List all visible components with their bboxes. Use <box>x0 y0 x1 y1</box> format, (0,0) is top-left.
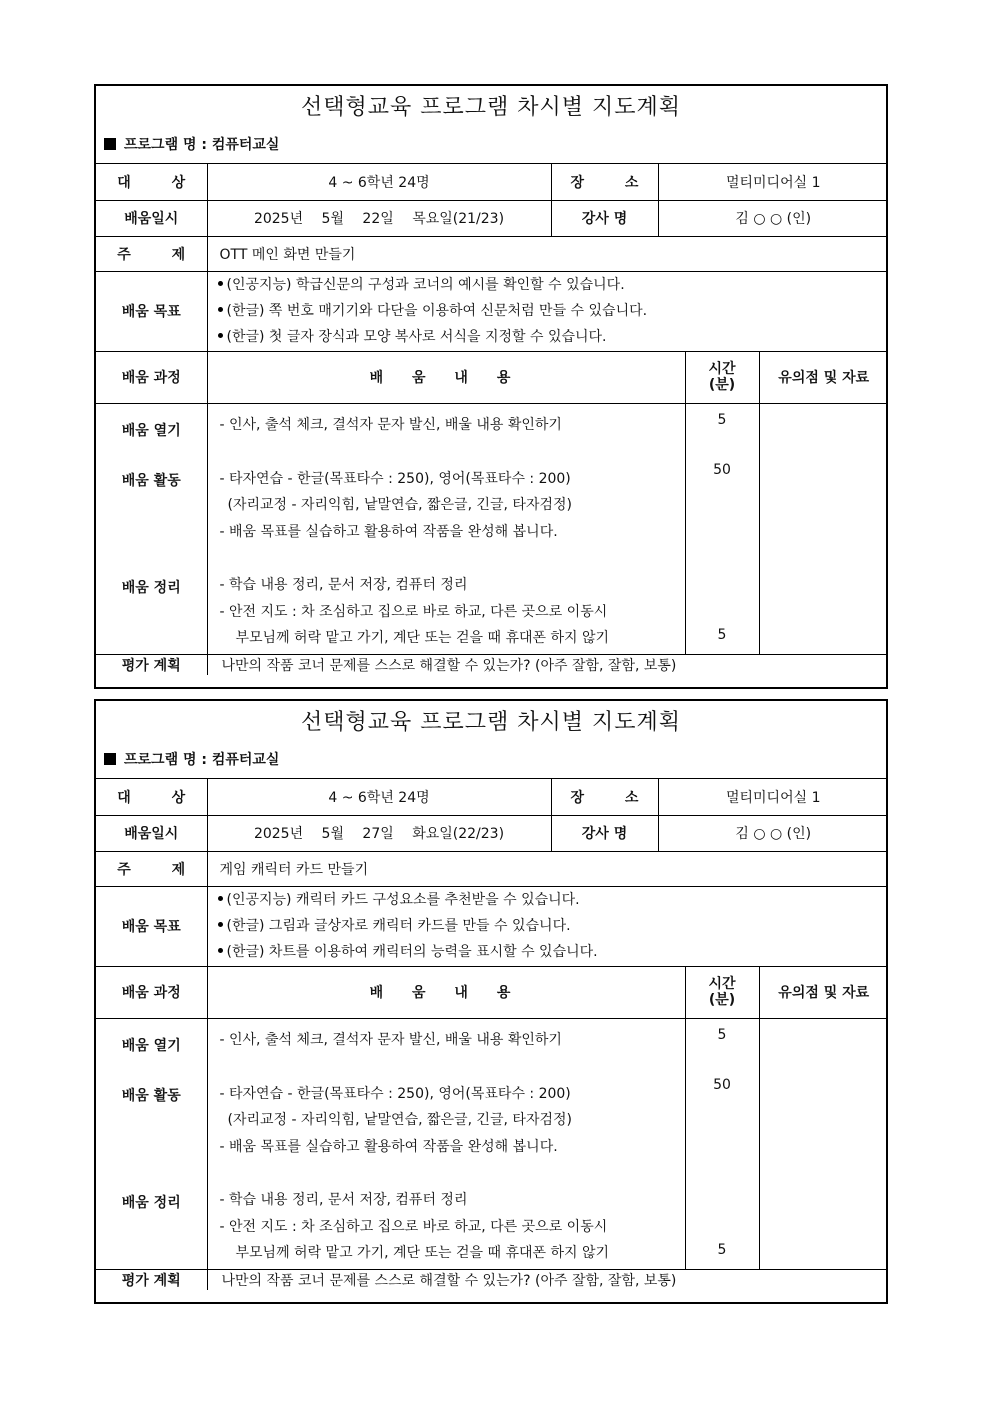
place-label <box>551 164 658 200</box>
eval-label: 평가 계획 <box>96 1269 207 1290</box>
time-open: 5 <box>717 1026 727 1043</box>
bullet-icon <box>218 281 223 286</box>
goal-item: (한글) 쪽 번호 매기기와 다단을 이용하여 신문처럼 만들 수 있습니다. <box>208 298 889 324</box>
content-activity-1: - 타자연습 - 한글(목표타수 : 250), 영어(목표타수 : 200) <box>219 1085 571 1102</box>
teacher-value: 김 ○ ○ (인) <box>658 200 888 236</box>
time-close: 5 <box>717 626 727 643</box>
goals-list <box>207 886 888 966</box>
eval-value: 나만의 작품 코너 문제를 스스로 해결할 수 있는가? (아주 잘함, 잘함, 보통) <box>207 1269 888 1290</box>
content-close-2: - 안전 지도 : 차 조심하고 집으로 바로 하교, 다른 곳으로 이동시 <box>219 1218 608 1235</box>
time-activity: 50 <box>713 1076 731 1093</box>
notes-column <box>759 1018 888 1269</box>
content-activity-3: - 배움 목표를 실습하고 활용하여 작품을 완성해 봅니다. <box>219 1138 558 1155</box>
content-activity-1: - 타자연습 - 한글(목표타수 : 250), 영어(목표타수 : 200) <box>219 470 571 487</box>
eval-value: 나만의 작품 코너 문제를 스스로 해결할 수 있는가? (아주 잘함, 잘함, 보통) <box>207 654 888 675</box>
teacher-value: 김 ○ ○ (인) <box>658 815 888 851</box>
process-header: 배움 과정 <box>96 966 207 1018</box>
time-close: 5 <box>717 1241 727 1258</box>
target-value: 4 ~ 6학년 24명 <box>207 779 551 815</box>
goal-item: (인공지능) 학급신문의 구성과 코너의 예시를 확인할 수 있습니다. <box>208 272 889 298</box>
program-name <box>96 130 886 164</box>
notes-header: 유의점 및 자료 <box>759 351 888 403</box>
goal-item: (한글) 그림과 글상자로 캐릭터 카드를 만들 수 있습니다. <box>208 913 889 939</box>
process-header: 배움 과정 <box>96 351 207 403</box>
phase-activity: 배움 활동 <box>121 1087 181 1104</box>
phase-close: 배움 정리 <box>121 579 181 596</box>
plan-title: 선택형교육 프로그램 차시별 지도계획 <box>300 95 681 120</box>
time-header: 시간 (분) <box>685 966 759 1018</box>
content-header: 배 움 내 용 <box>207 966 685 1018</box>
date-label: 배움일시 <box>96 815 207 851</box>
info-table <box>96 779 888 1290</box>
bullet-icon <box>218 333 223 338</box>
content-column <box>207 403 685 654</box>
lesson-plan-2 <box>94 699 888 1304</box>
square-bullet-icon <box>104 138 116 150</box>
teacher-label: 강사 명 <box>551 815 658 851</box>
phase-column <box>96 403 207 654</box>
program-name <box>96 745 886 779</box>
date-value: 2025년 5월 22일 목요일(21/23) <box>207 200 551 236</box>
goals-list <box>207 271 888 351</box>
lesson-plan-1 <box>94 84 888 689</box>
eval-label: 평가 계획 <box>96 654 207 675</box>
time-open: 5 <box>717 411 727 428</box>
place-label <box>551 779 658 815</box>
content-close-1: - 학습 내용 정리, 문서 저장, 컴퓨터 정리 <box>219 576 468 593</box>
teacher-label: 강사 명 <box>551 200 658 236</box>
goal-item: (한글) 차트를 이용하여 캐릭터의 능력을 표시할 수 있습니다. <box>208 939 889 965</box>
phase-open: 배움 열기 <box>121 1037 181 1054</box>
time-column <box>685 403 759 654</box>
program-name-text: 프로그램 명 : 컴퓨터교실 <box>124 752 280 768</box>
place-value: 멀티미디어실 1 <box>658 164 888 200</box>
bullet-icon <box>218 922 223 927</box>
time-activity: 50 <box>713 461 731 478</box>
goal-item: (한글) 첫 글자 장식과 모양 복사로 서식을 지정할 수 있습니다. <box>208 324 889 350</box>
time-header: 시간 (분) <box>685 351 759 403</box>
goals-label: 배움 목표 <box>96 886 207 966</box>
topic-value: 게임 캐릭터 카드 만들기 <box>207 851 888 886</box>
place-label-text: 장 소 <box>570 789 657 806</box>
content-close-2: - 안전 지도 : 차 조심하고 집으로 바로 하교, 다른 곳으로 이동시 <box>219 603 608 620</box>
phase-close: 배움 정리 <box>121 1194 181 1211</box>
info-table <box>96 164 888 675</box>
content-activity-2: (자리교정 - 자리익힘, 낱말연습, 짧은글, 긴글, 타자검정) <box>227 1111 572 1128</box>
date-value: 2025년 5월 27일 화요일(22/23) <box>207 815 551 851</box>
topic-label: 주 제 <box>96 236 207 271</box>
content-header: 배 움 내 용 <box>207 351 685 403</box>
content-activity-2: (자리교정 - 자리익힘, 낱말연습, 짧은글, 긴글, 타자검정) <box>227 496 572 513</box>
target-label: 대 상 <box>96 164 207 200</box>
content-close-3: 부모님께 허락 맡고 가기, 계단 또는 걷을 때 휴대폰 하지 않기 <box>235 1244 610 1261</box>
goals-label: 배움 목표 <box>96 271 207 351</box>
target-label: 대 상 <box>96 779 207 815</box>
phase-open: 배움 열기 <box>121 422 181 439</box>
goal-item: (인공지능) 캐릭터 카드 구성요소를 추천받을 수 있습니다. <box>208 887 889 913</box>
content-activity-3: - 배움 목표를 실습하고 활용하여 작품을 완성해 봅니다. <box>219 523 558 540</box>
square-bullet-icon <box>104 753 116 765</box>
bullet-icon <box>218 896 223 901</box>
content-close-3: 부모님께 허락 맡고 가기, 계단 또는 걷을 때 휴대폰 하지 않기 <box>235 629 610 646</box>
topic-label: 주 제 <box>96 851 207 886</box>
content-close-1: - 학습 내용 정리, 문서 저장, 컴퓨터 정리 <box>219 1191 468 1208</box>
time-column <box>685 1018 759 1269</box>
bullet-icon <box>218 307 223 312</box>
bullet-icon <box>218 948 223 953</box>
phase-column <box>96 1018 207 1269</box>
place-label-text: 장 소 <box>570 174 657 191</box>
topic-value: OTT 메인 화면 만들기 <box>207 236 888 271</box>
target-value: 4 ~ 6학년 24명 <box>207 164 551 200</box>
plan-title: 선택형교육 프로그램 차시별 지도계획 <box>300 710 681 735</box>
date-label: 배움일시 <box>96 200 207 236</box>
notes-header: 유의점 및 자료 <box>759 966 888 1018</box>
program-name-text: 프로그램 명 : 컴퓨터교실 <box>124 137 280 153</box>
content-column <box>207 1018 685 1269</box>
phase-activity: 배움 활동 <box>121 472 181 489</box>
notes-column <box>759 403 888 654</box>
content-open: - 인사, 출석 체크, 결석자 문자 발신, 배울 내용 확인하기 <box>219 1031 562 1048</box>
place-value: 멀티미디어실 1 <box>658 779 888 815</box>
content-open: - 인사, 출석 체크, 결석자 문자 발신, 배울 내용 확인하기 <box>219 416 562 433</box>
